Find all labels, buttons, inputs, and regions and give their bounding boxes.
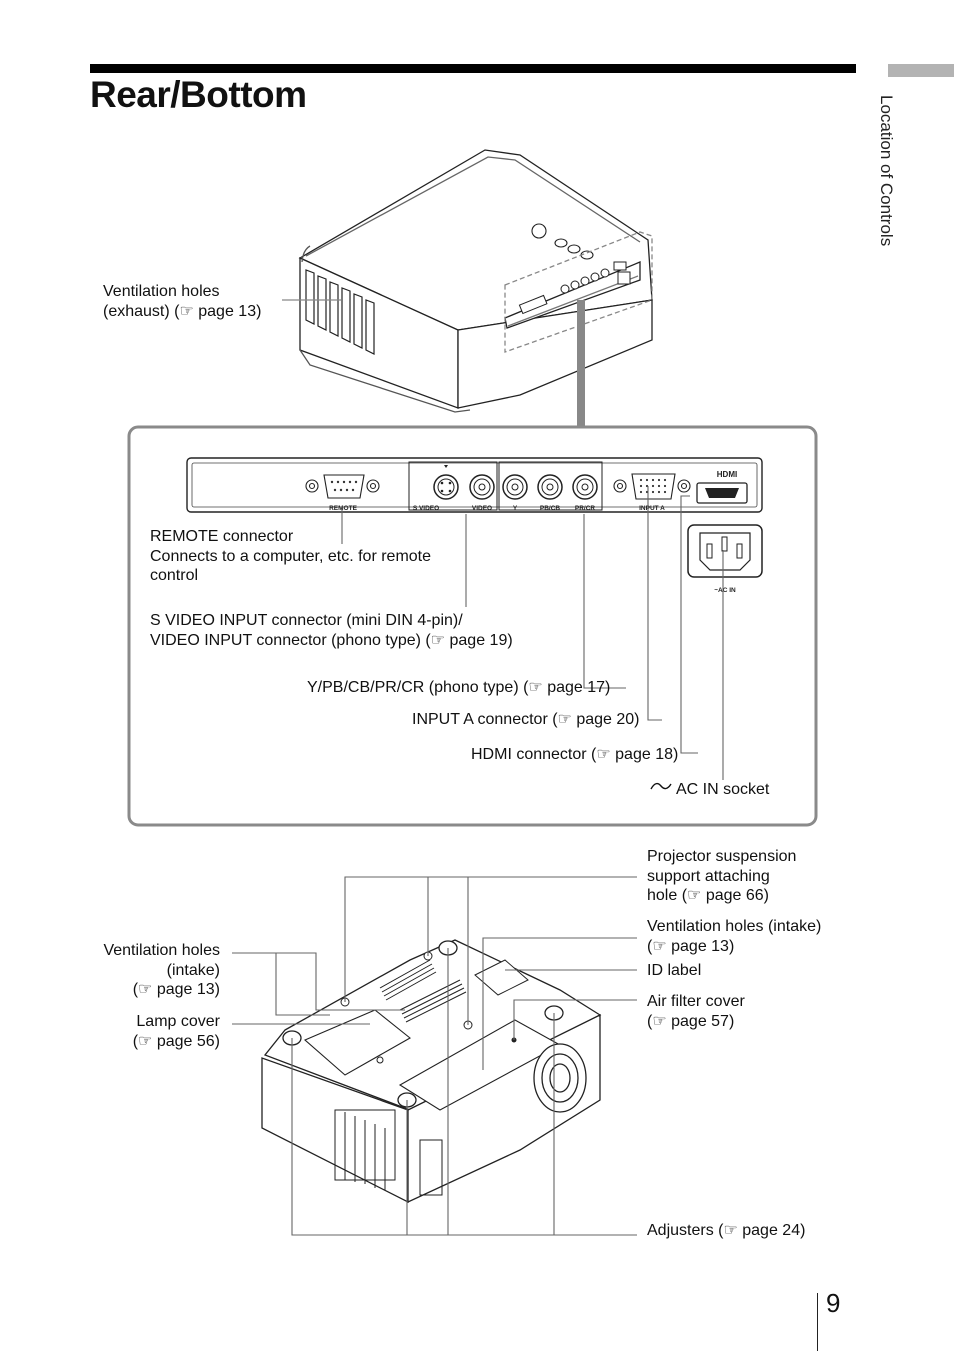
side-tab-label: Location of Controls xyxy=(877,95,896,247)
intake-vent-right-label-line: Ventilation holes (intake) xyxy=(647,918,822,935)
silk-y: Y xyxy=(512,505,518,512)
input-a-label: INPUT A connector (☞ page 20) xyxy=(412,711,640,728)
remote-connector-label-line: control xyxy=(150,567,199,584)
hdmi-label: HDMI connector (☞ page 18) xyxy=(471,746,679,763)
silk-hdmi-logo: HDMI xyxy=(716,470,738,479)
ac-symbol-icon xyxy=(651,784,671,789)
suspension-hole-label-line: hole (☞ page 66) xyxy=(647,887,769,904)
suspension-hole-label-line: support attaching xyxy=(647,867,770,885)
silk-input-a: INPUT A xyxy=(639,505,665,512)
page-title: Rear/Bottom xyxy=(90,74,307,115)
air-filter-label-line: Air filter cover xyxy=(647,993,745,1010)
suspension-hole-label-line: Projector suspension xyxy=(647,848,797,865)
intake-vent-right-label-line: (☞ page 13) xyxy=(647,937,735,955)
intake-vent-right-label xyxy=(647,917,821,956)
silk-ac-in: ~AC IN xyxy=(714,587,736,594)
silk-remote: REMOTE xyxy=(329,505,357,512)
lamp-cover-label-line: Lamp cover xyxy=(136,1013,220,1030)
lamp-cover-label-line: (☞ page 56) xyxy=(132,1032,220,1050)
suspension-hole-label xyxy=(647,847,796,906)
ypbpr-label: Y/PB/CB/PR/CR (phono type) (☞ page 17) xyxy=(307,679,611,696)
projector-rear-illustration xyxy=(0,0,954,430)
svideo-video-label xyxy=(150,611,513,650)
lamp-cover-label xyxy=(60,1012,220,1051)
air-filter-label xyxy=(647,992,745,1031)
silk-pr: PR/CR xyxy=(574,505,596,512)
silk-video: VIDEO xyxy=(471,505,493,512)
intake-vent-left-label-line: (☞ page 13) xyxy=(132,981,220,998)
svideo-video-label-line: S VIDEO INPUT connector (mini DIN 4-pin)/ xyxy=(150,612,463,629)
exhaust-vent-label xyxy=(103,282,261,321)
svideo-video-label-line: VIDEO INPUT connector (phono type) (☞ page 19) xyxy=(150,631,513,649)
remote-connector-label-line: REMOTE connector xyxy=(150,528,294,545)
remote-connector-label xyxy=(150,527,431,586)
silk-svideo: S VIDEO xyxy=(412,505,440,512)
exhaust-vent-label-line: Ventilation holes xyxy=(103,283,220,300)
intake-vent-left-label-line: (intake) xyxy=(166,961,220,979)
page-number: 9 xyxy=(826,1288,841,1318)
id-label-label: ID label xyxy=(647,962,702,979)
air-filter-label-line: (☞ page 57) xyxy=(647,1012,735,1030)
ac-in-label: AC IN socket xyxy=(676,781,770,798)
intake-vent-left-label xyxy=(60,941,220,1000)
adjusters-label: Adjusters (☞ page 24) xyxy=(647,1222,806,1239)
silk-pb: PB/CB xyxy=(539,505,561,512)
exhaust-vent-label-line: (exhaust) (☞ page 13) xyxy=(103,302,262,320)
intake-vent-left-label-line: Ventilation holes xyxy=(103,942,220,959)
remote-connector-label-line: Connects to a computer, etc. for remote xyxy=(150,547,432,565)
page-number-rule xyxy=(817,1293,818,1351)
